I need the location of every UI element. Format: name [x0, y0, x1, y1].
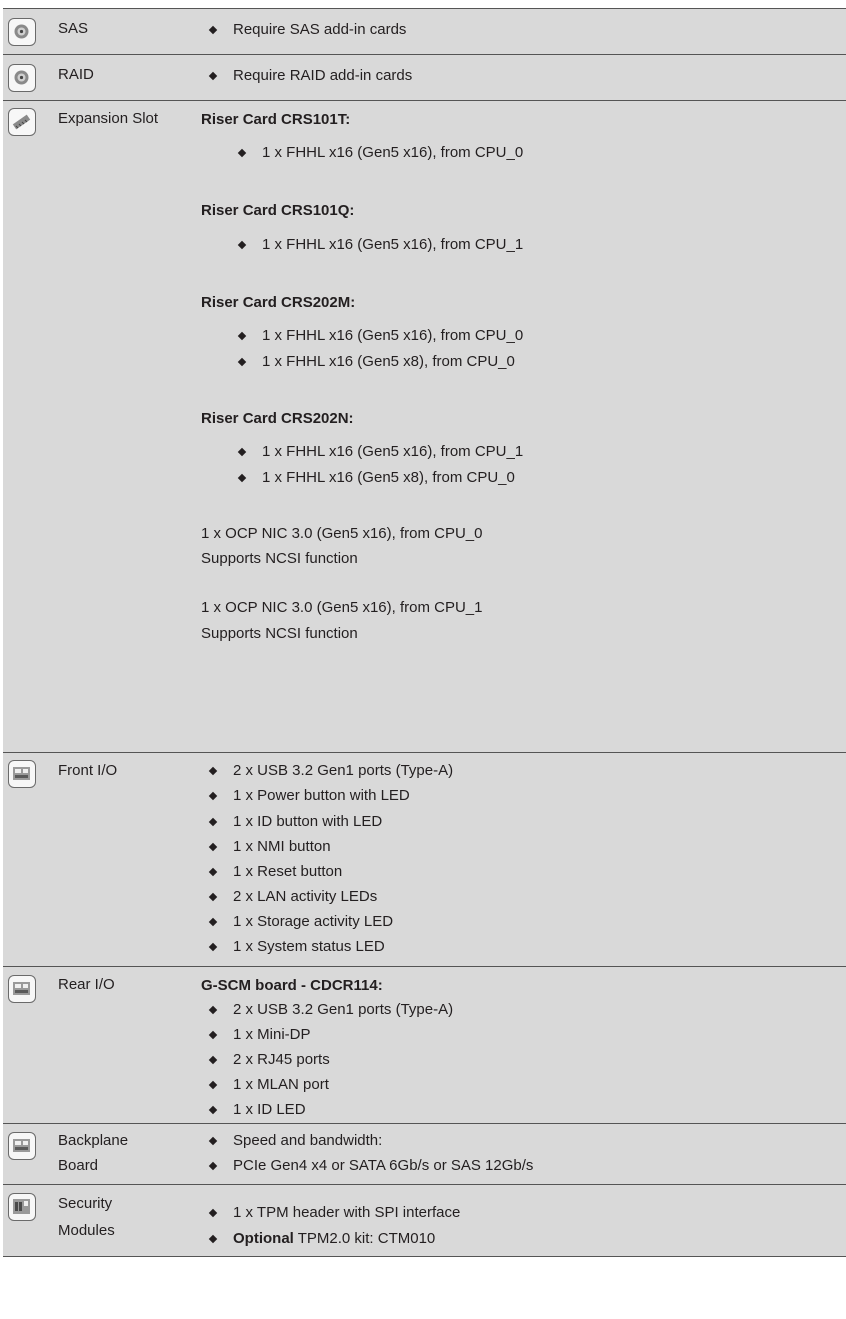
expansion-card-icon	[8, 108, 36, 136]
optional-text: TPM2.0 kit: CTM010	[293, 1230, 436, 1247]
spec-table	[3, 8, 846, 1257]
spec-item: 2 x RJ45 ports	[233, 1051, 330, 1068]
bullet-icon	[238, 474, 246, 482]
spec-item: 1 x MLAN port	[233, 1076, 329, 1093]
optional-label: Optional	[233, 1230, 294, 1247]
spec-item: 1 x System status LED	[233, 938, 385, 955]
io-ports-icon	[8, 760, 36, 788]
row-label: Expansion Slot	[58, 110, 159, 127]
disk-icon	[8, 64, 36, 92]
spec-item: 1 x ID button with LED	[233, 813, 383, 830]
io-ports-icon	[8, 1132, 36, 1160]
bullet-icon	[238, 448, 246, 456]
row-label: Front I/O	[58, 762, 118, 779]
riser-heading: Riser Card CRS101T:	[201, 111, 351, 128]
bullet-icon	[209, 72, 217, 80]
riser-heading: Riser Card CRS101Q:	[201, 202, 355, 219]
bullet-icon	[209, 792, 217, 800]
tpm-module-icon	[8, 1193, 36, 1221]
bullet-icon	[209, 1209, 217, 1217]
bullet-icon	[238, 241, 246, 249]
bullet-icon	[209, 868, 217, 876]
ocp-line: 1 x OCP NIC 3.0 (Gen5 x16), from CPU_0	[201, 525, 483, 542]
spec-item: 1 x FHHL x16 (Gen5 x16), from CPU_1	[262, 236, 524, 253]
bullet-icon	[209, 818, 217, 826]
row-label: Board	[58, 1157, 99, 1174]
spec-row-sas	[3, 9, 846, 55]
bullet-icon	[209, 1106, 217, 1114]
row-label: RAID	[58, 66, 94, 83]
spec-item: 1 x ID LED	[233, 1101, 306, 1118]
spec-item: 1 x FHHL x16 (Gen5 x8), from CPU_0	[262, 353, 515, 370]
bullet-icon	[209, 893, 217, 901]
row-label: Rear I/O	[58, 976, 115, 993]
row-label: Security	[58, 1195, 113, 1212]
ocp-line: Supports NCSI function	[201, 625, 358, 642]
bullet-icon	[209, 1235, 217, 1243]
spec-item: 1 x Power button with LED	[233, 787, 410, 804]
spec-item: 2 x USB 3.2 Gen1 ports (Type-A)	[233, 1001, 454, 1018]
bullet-icon	[209, 1006, 217, 1014]
disk-icon	[8, 18, 36, 46]
row-label: Modules	[58, 1222, 115, 1239]
spec-item: 1 x FHHL x16 (Gen5 x16), from CPU_0	[262, 327, 524, 344]
spec-item: Speed and bandwidth:	[233, 1132, 383, 1149]
bullet-icon	[209, 1031, 217, 1039]
spec-item: 1 x Mini-DP	[233, 1026, 311, 1043]
bullet-icon	[209, 1137, 217, 1145]
bullet-icon	[238, 332, 246, 340]
spec-item: Require RAID add-in cards	[233, 67, 413, 84]
spec-row-raid	[3, 55, 846, 101]
bullet-icon	[238, 149, 246, 157]
bullet-icon	[209, 26, 217, 34]
board-heading: G-SCM board - CDCR114:	[201, 977, 383, 994]
spec-item: PCIe Gen4 x4 or SATA 6Gb/s or SAS 12Gb/s	[233, 1157, 534, 1174]
spec-item: 1 x FHHL x16 (Gen5 x16), from CPU_1	[262, 443, 524, 460]
spec-item: 2 x LAN activity LEDs	[233, 888, 378, 905]
spec-item: Require SAS add-in cards	[233, 21, 407, 38]
bullet-icon	[209, 843, 217, 851]
spec-item: 1 x FHHL x16 (Gen5 x8), from CPU_0	[262, 469, 515, 486]
riser-heading: Riser Card CRS202N:	[201, 410, 354, 427]
spec-row-backplane-board	[3, 1124, 846, 1185]
spec-row-security-modules	[3, 1185, 846, 1257]
spec-row-front-io	[3, 753, 846, 967]
spec-item: 1 x Reset button	[233, 863, 343, 880]
bullet-icon	[238, 358, 246, 366]
spec-item: 1 x NMI button	[233, 838, 331, 855]
spec-item: 1 x Storage activity LED	[233, 913, 394, 930]
io-ports-icon	[8, 975, 36, 1003]
bullet-icon	[209, 943, 217, 951]
spec-row-rear-io	[3, 967, 846, 1124]
spec-row-expansion-slot	[3, 101, 846, 753]
spec-item: 2 x USB 3.2 Gen1 ports (Type-A)	[233, 762, 454, 779]
riser-heading: Riser Card CRS202M:	[201, 294, 356, 311]
bullet-icon	[209, 1056, 217, 1064]
row-label: Backplane	[58, 1132, 129, 1149]
row-label: SAS	[58, 20, 89, 37]
spec-item: 1 x TPM header with SPI interface	[233, 1204, 461, 1221]
bullet-icon	[209, 767, 217, 775]
bullet-icon	[209, 1162, 217, 1170]
spec-item-optional	[233, 1229, 435, 1249]
ocp-line: Supports NCSI function	[201, 550, 358, 567]
spec-item: 1 x FHHL x16 (Gen5 x16), from CPU_0	[262, 144, 524, 161]
ocp-line: 1 x OCP NIC 3.0 (Gen5 x16), from CPU_1	[201, 599, 483, 616]
bullet-icon	[209, 1081, 217, 1089]
bullet-icon	[209, 918, 217, 926]
